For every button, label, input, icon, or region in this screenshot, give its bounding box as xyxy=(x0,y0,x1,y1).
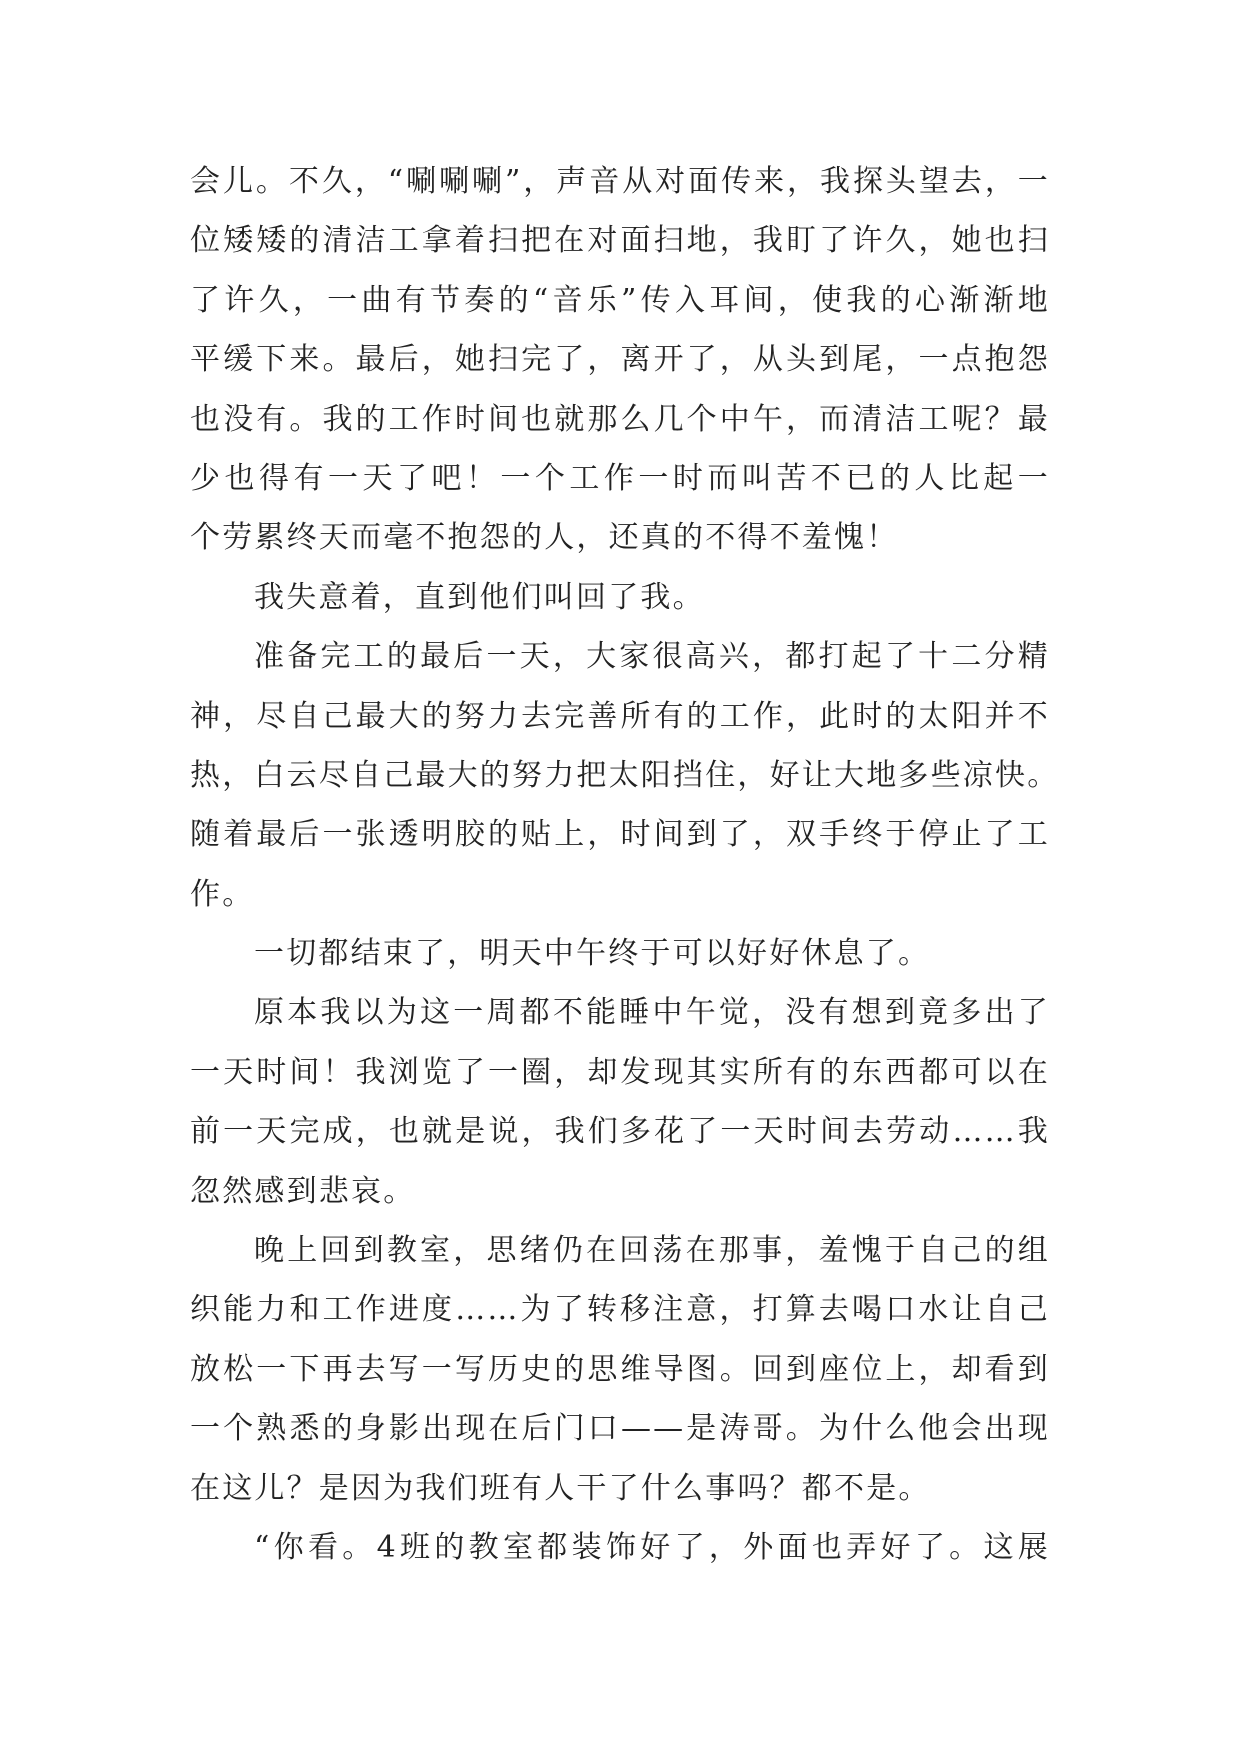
text-line: 忽然感到悲哀。 xyxy=(190,1173,416,1209)
text-line: 随着最后一张透明胶的贴上，时间到了，双手终于停止了工 xyxy=(190,817,1050,853)
text-line: 热，白云尽自己最大的努力把太阳挡住，好让大地多些凉快。 xyxy=(190,757,1060,793)
text-line: 在这儿？是因为我们班有人干了什么事吗？都不是。 xyxy=(190,1470,931,1506)
paragraph-line: 准备完工的最后一天，大家很高兴，都打起了十二分精 xyxy=(254,639,1050,675)
text-line: 个劳累终天而毫不抱怨的人，还真的不得不羞愧！ xyxy=(190,520,899,556)
paragraph-line: 一切都结束了，明天中午终于可以好好休息了。 xyxy=(254,936,931,972)
text-line: 前一天完成，也就是说，我们多花了一天时间去劳动……我 xyxy=(190,1114,1050,1150)
body-text xyxy=(190,152,1060,1577)
text-line: 一个熟悉的身影出现在后门口——是涛哥。为什么他会出现 xyxy=(190,1411,1050,1447)
paragraph-line: “你看。4班的教室都装饰好了，外面也弄好了。这展 xyxy=(254,1529,1050,1565)
text-line: 一天时间！我浏览了一圈，却发现其实所有的东西都可以在 xyxy=(190,1054,1050,1090)
text-line: 作。 xyxy=(190,876,255,912)
text-line: 会儿。不久，“唰唰唰”，声音从对面传来，我探头望去，一 xyxy=(190,164,1050,199)
text-line: 神，尽自己最大的努力去完善所有的工作，此时的太阳并不 xyxy=(190,698,1050,734)
text-line: 位矮矮的清洁工拿着扫把在对面扫地，我盯了许久，她也扫 xyxy=(190,223,1050,259)
paragraph-line: 我失意着，直到他们叫回了我。 xyxy=(254,579,705,615)
text-line: 平缓下来。最后，她扫完了，离开了，从头到尾，一点抱怨 xyxy=(190,342,1050,378)
text-line: 了许久，一曲有节奏的“音乐”传入耳间，使我的心渐渐地 xyxy=(190,282,1050,318)
paragraph-line: 晚上回到教室，思绪仍在回荡在那事，羞愧于自己的组 xyxy=(254,1233,1050,1269)
paragraph-line: 原本我以为这一周都不能睡中午觉，没有想到竟多出了 xyxy=(254,995,1050,1031)
text-line: 织能力和工作进度……为了转移注意，打算去喝口水让自己 xyxy=(190,1292,1050,1328)
text-line: 放松一下再去写一写历史的思维导图。回到座位上，却看到 xyxy=(190,1351,1050,1387)
text-line: 也没有。我的工作时间也就那么几个中午，而清洁工呢？最 xyxy=(190,401,1050,437)
text-line: 少也得有一天了吧！一个工作一时而叫苦不已的人比起一 xyxy=(190,460,1050,496)
